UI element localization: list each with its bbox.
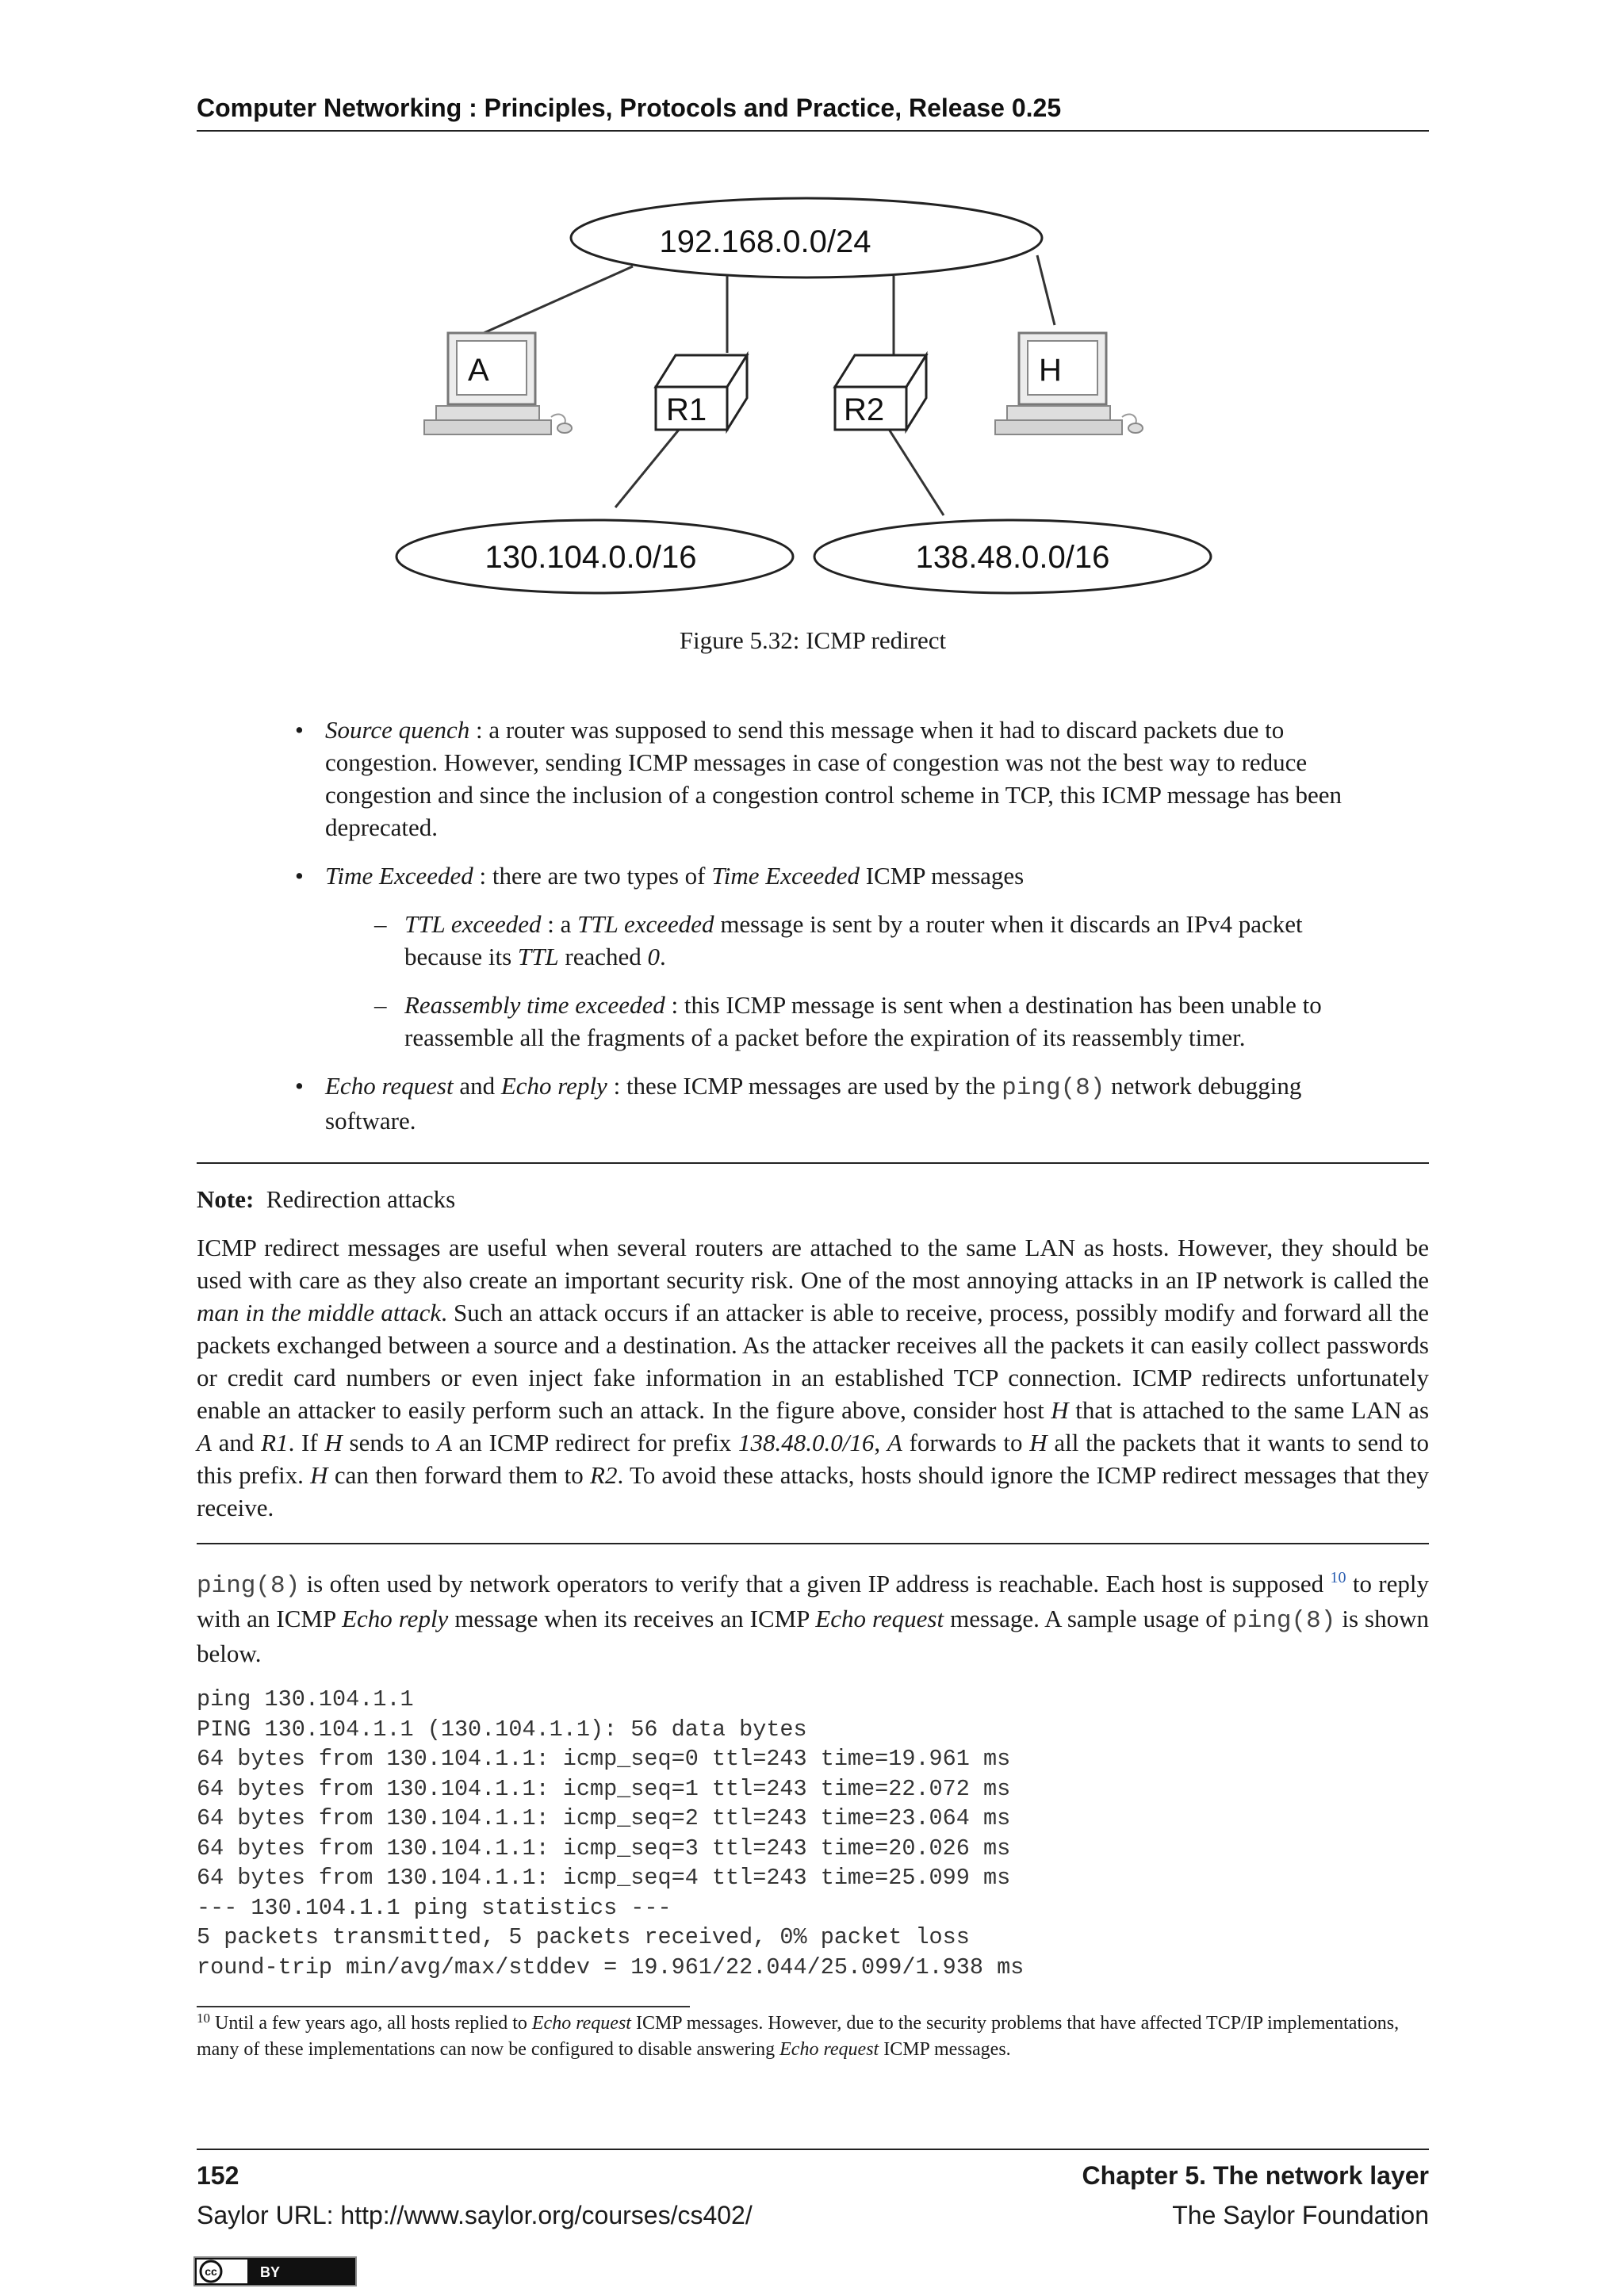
dash: – bbox=[374, 991, 387, 1019]
footnote: $^{10}$ Until a few years ago, all hosts replied to Echo request ICMP messages. However, due to the security problems that have affected TCP/IP implementations, many of these implementations can now be configured to disable answering Echo request ICMP messages. bbox=[197, 2011, 1400, 2060]
bullet: • bbox=[295, 716, 304, 744]
icmp-redirect-diagram bbox=[381, 182, 1253, 610]
host-a-label: A bbox=[468, 353, 489, 388]
note-box bbox=[197, 1183, 1429, 1540]
note-label: Note: bbox=[197, 1185, 255, 1213]
dash: – bbox=[374, 910, 387, 938]
footer-row-1 bbox=[197, 2160, 1429, 2191]
chapter-title: Chapter 5. The network layer bbox=[1082, 2161, 1429, 2190]
foundation-name: The Saylor Foundation bbox=[1172, 2201, 1429, 2229]
list-item: • Echo request and Echo reply : these ICMP messages are used by the ping(8) network debugging software. bbox=[295, 1070, 1362, 1137]
term: Time Exceeded bbox=[325, 862, 473, 890]
svg-text:BY: BY bbox=[260, 2264, 281, 2280]
host-h-computer-icon bbox=[995, 333, 1143, 434]
host-h-label: H bbox=[1039, 353, 1062, 388]
footer-row-2 bbox=[197, 2199, 1429, 2231]
bullet: • bbox=[295, 862, 304, 890]
figure-caption: Figure 5.32: ICMP redirect bbox=[679, 626, 947, 654]
note-body: ICMP redirect messages are useful when several routers are attached to the same LAN as hosts. However, they should be used with care as they also create an important security risk. One of the most annoying attacks in an IP network is called the man in the middle attack. Such an attack occurs if an attacker is able to receive, process, possibly modify and forward all the packets exchanged between a source and a destination. As the attacker receives all the packets it can easily collect passwords or credit card numbers or even inject fake information in an established TCP connection. ICMP redirects unfortunately enable an attacker to easily perform such an attack. In the figure above, consider host H that is attached to the same LAN as A and R1. If H sends to A an ICMP redirect for prefix 138.48.0.0/16, A forwards to H all the packets that it wants to send to this prefix. H can then forward them to R2. To avoid these attacks, hosts should ignore the ICMP redirect messages that they receive. bbox=[197, 1234, 1430, 1521]
term: Echo request bbox=[325, 1072, 454, 1100]
lan-label: 192.168.0.0/24 bbox=[659, 224, 871, 259]
ping-link[interactable]: ping(8) bbox=[197, 1572, 301, 1600]
host-a-computer-icon bbox=[424, 333, 572, 434]
note-title: Redirection attacks bbox=[266, 1185, 456, 1213]
running-header: Computer Networking : Principles, Protocols and Practice, Release 0.25 bbox=[197, 90, 1429, 132]
net-right-label: 138.48.0.0/16 bbox=[915, 540, 1110, 575]
footnote-number: 10 bbox=[197, 2011, 210, 2026]
ping-paragraph: ping(8) is often used by network operators to verify that a given IP address is reachable. Each host is supposed $^{10}$ to reply with an ICMP Echo reply message when its receives an ICMP Echo request message. A sample usage of ping(8) is shown below. bbox=[197, 1569, 1430, 1667]
svg-text:cc: cc bbox=[205, 2265, 217, 2278]
ping-link[interactable]: ping(8) bbox=[1002, 1074, 1105, 1102]
note-top-rule bbox=[197, 1162, 1429, 1164]
net-left-label: 130.104.0.0/16 bbox=[485, 540, 697, 575]
ping-link[interactable]: ping(8) bbox=[1232, 1607, 1336, 1635]
note-bottom-rule bbox=[197, 1543, 1429, 1544]
sub-list-item: – Reassembly time exceeded : this ICMP message is sent when a destination has been unable to reassemble all the fragments of a packet before the expiration of its reassembly timer. bbox=[374, 989, 1362, 1054]
sub-list-item: – TTL exceeded : a TTL exceeded message is sent by a router when it discards an IPv4 packet because its TTL reached 0. bbox=[374, 908, 1362, 973]
router-r1-label: R1 bbox=[666, 392, 707, 427]
router-r2-label: R2 bbox=[844, 392, 885, 427]
page-number: 152 bbox=[197, 2161, 239, 2190]
term: Source quench bbox=[325, 716, 470, 744]
sub-list bbox=[325, 908, 1362, 1054]
footnote-rule bbox=[197, 2006, 690, 2007]
cc-by-license-badge bbox=[193, 2256, 357, 2286]
footer-rule bbox=[197, 2149, 1429, 2150]
footnote-ref[interactable]: 10 bbox=[1330, 1569, 1346, 1586]
icmp-message-list bbox=[295, 714, 1362, 1153]
ping-output-code-block: ping 130.104.1.1 PING 130.104.1.1 (130.104.1.1): 56 data bytes 64 bytes from 130.104.1.1: icmp_seq=0 ttl=243 time=19.961 ms 64 bytes from 130.104.1.1: icmp_seq=1 ttl=243 time=22.072 ms 64 bytes from 130.104.1.1: icmp_seq=2 ttl=243 time=23.064 ms 64 bytes from 130.104.1.1: icmp_seq=3 ttl=243 time=20.026 ms 64 bytes from 130.104.1.1: icmp_seq=4 ttl=243 time=25.099 ms --- 130.104.1.1 ping statistics --- 5 packets transmitted, 5 packets received, 0% packet loss round-trip min/avg/max/stddev = 19.961/22.044/25.099/1.938 ms bbox=[197, 1686, 1025, 1980]
bullet: • bbox=[295, 1072, 304, 1100]
saylor-url[interactable]: Saylor URL: http://www.saylor.org/courses/cs402/ bbox=[197, 2201, 753, 2229]
list-item: • Time Exceeded : there are two types of Time Exceeded ICMP messages – TTL exceeded : a TTL exceeded message is sent by a router when it discards an IPv4 packet because its TTL reached 0. – Reassembly time exceeded : this ICMP message is sent when a destination has been unable to reassemble all the fragments of a packet before the expiration of its reassembly timer. bbox=[295, 859, 1362, 1054]
list-item: • Source quench : a router was supposed to send this message when it had to discard packets due to congestion. However, sending ICMP messages in case of congestion was not the best way to reduce congestion and since the inclusion of a congestion control scheme in TCP, this ICMP message has been deprecated. bbox=[295, 714, 1362, 844]
